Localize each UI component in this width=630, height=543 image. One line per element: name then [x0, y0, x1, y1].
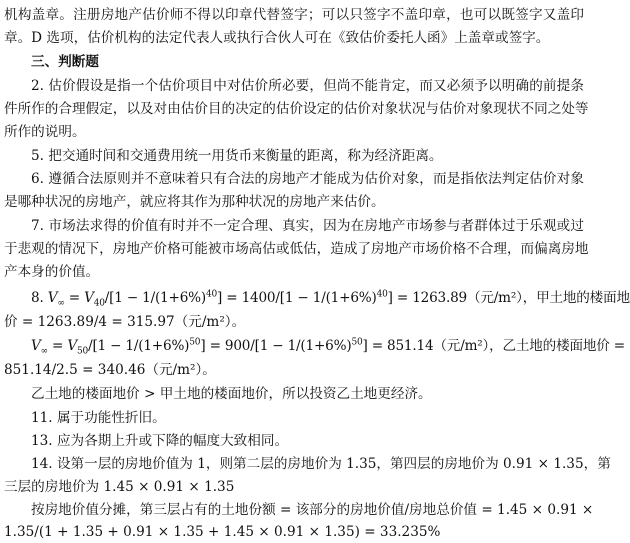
text-line: 按房地价值分摊，第三层占有的土地份额 = 该部分的房地价值/房地总价值 = 1.45 × 0.91 ×: [31, 502, 594, 518]
text-line: 件所作的合理假定，以及对由估价目的决定的估价设定的估价对象状况与估价对象现状不同之处等: [4, 101, 589, 117]
text-line: 7. 市场法求得的价值有时并不一定合理、真实，因为在房地产市场参与者群体过于乐观或过: [31, 218, 584, 234]
formula-text: /[1 − 1/(1+6%): [104, 290, 206, 306]
formula-symbol: V: [31, 338, 41, 354]
text-line: 2. 估价假设是指一个估价项目中对估价所必要，但尚不能肯定，而又必须予以明确的前提条: [31, 78, 584, 94]
formula-symbol: V: [47, 290, 58, 306]
item-number: 8.: [31, 290, 44, 306]
formula-exponent: 50: [351, 337, 363, 348]
text-line: 14. 设第一层的房地价值为 1，则第二层的房地价为 1.35，第四层的房地价为 0.91 × 1.35，第: [31, 456, 611, 472]
text-line: 5. 把交通时间和交通费用统一用货币来衡量的距离，称为经济距离。: [31, 148, 443, 164]
formula-text: =: [64, 290, 85, 306]
text-line: 价 = 1263.89/4 = 315.97（元/m²）。: [4, 314, 246, 330]
formula-exponent: 40: [376, 289, 388, 300]
formula-text: /[1 − 1/(1+6%): [88, 338, 190, 354]
text-line: 11. 属于功能性折旧。: [31, 410, 166, 426]
formula-subscript: ∞: [40, 346, 48, 357]
formula-text: ] = 1263.89（元/m²），甲土地的楼面地: [387, 290, 630, 306]
text-line: 所作的说明。: [4, 124, 86, 140]
formula-line-2: [31, 335, 625, 357]
text-line: 851.14/2.5 = 340.46（元/m²）。: [4, 362, 216, 378]
formula-symbol: V: [84, 290, 94, 306]
text-line: 13. 应为各期上升或下降的幅度大致相同。: [31, 433, 289, 449]
formula-exponent: 40: [205, 289, 218, 300]
formula-line-1: [31, 287, 630, 309]
text-line: 乙土地的楼面地价 > 甲土地的楼面地价，所以投资乙土地更经济。: [31, 386, 432, 402]
formula-subscript: 50: [77, 346, 89, 357]
text-line: 是哪种状况的房地产，就应将其作为那种状况的房地产来估价。: [4, 194, 385, 210]
formula-text: ] = 851.14（元/m²），乙土地的楼面地价 =: [362, 338, 625, 354]
formula-text: ] = 900/[1 − 1/(1+6%): [200, 338, 352, 354]
text-line: 产本身的价值。: [4, 264, 100, 280]
formula-symbol: V: [67, 338, 77, 354]
text-line: 三层的房地价为 1.45 × 0.91 × 1.35: [4, 479, 235, 495]
section-heading: 三、判断题: [31, 54, 99, 70]
text-line: 机构盖章。注册房地产估价师不得以印章代替签字；可以只签字不盖印章，也可以既签字又盖印: [4, 7, 584, 23]
text-line: 1.35/(1 + 1.35 + 0.91 × 1.35 + 1.45 × 0.91 × 1.35) = 33.235%: [4, 524, 441, 540]
text-line: 6. 遵循合法原则并不意味着只有合法的房地产才能成为估价对象，而是指依法判定估价对象: [31, 171, 584, 187]
formula-exponent: 50: [189, 337, 201, 348]
formula-subscript: ∞: [57, 298, 65, 309]
formula-text: ] = 1400/[1 − 1/(1+6%): [217, 290, 377, 306]
text-line: 于悲观的情况下，房地产价格可能被市场高估或低估，造成了房地产市场价格不合理，而偏离房地: [4, 241, 589, 257]
text-line: 章。D 选项，估价机构的法定代表人或执行合伙人可在《致估价委托人函》上盖章或签字。: [4, 30, 550, 46]
formula-text: =: [47, 338, 68, 354]
formula-subscript: 40: [93, 298, 105, 309]
